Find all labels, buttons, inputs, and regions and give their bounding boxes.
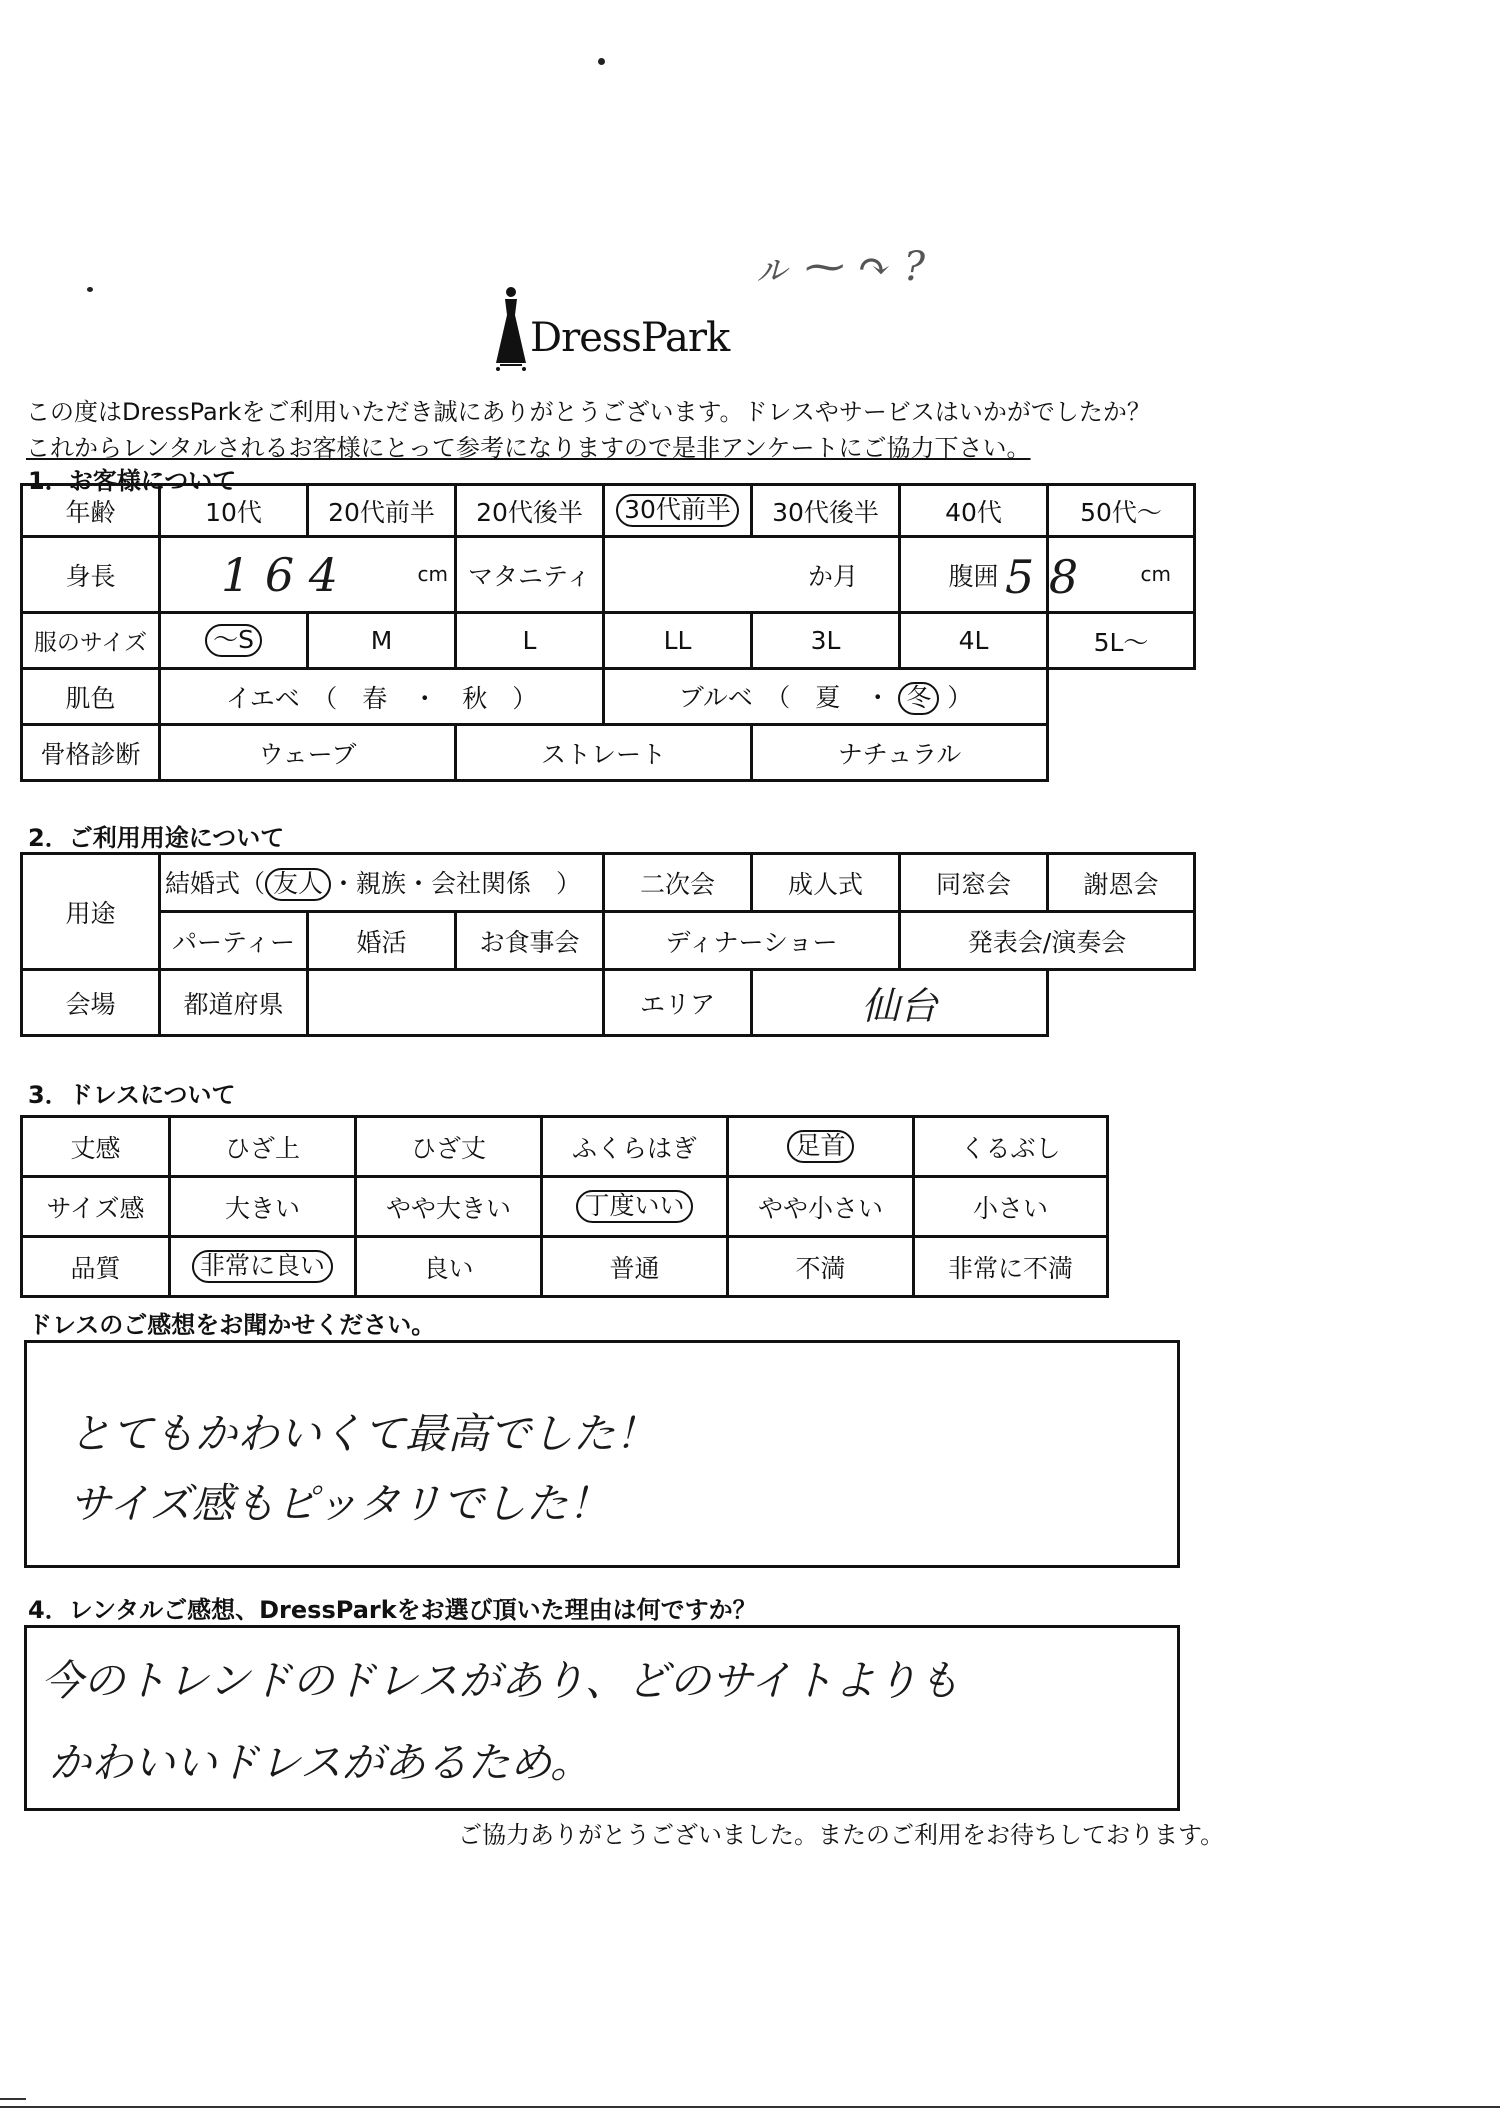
purpose-label: 用途 — [22, 854, 160, 970]
top-scribble: ㇽ ⁓ ↷ ? — [752, 244, 926, 290]
age-option[interactable]: 10代 — [160, 485, 308, 537]
size-option[interactable]: L — [456, 613, 604, 669]
purpose-option[interactable]: 発表会/演奏会 — [900, 912, 1195, 970]
dress-row-label: サイズ感 — [22, 1177, 170, 1237]
dress-row-label: 品質 — [22, 1237, 170, 1297]
selection-circle: ～S — [205, 624, 262, 657]
purpose-option[interactable]: 婚活 — [308, 912, 456, 970]
purpose-option[interactable]: 同窓会 — [900, 854, 1048, 912]
skin-blue-suffix: ） — [947, 683, 973, 713]
size-option[interactable]: LL — [604, 613, 752, 669]
dress-table — [20, 1115, 1109, 1298]
dress-comment-line-2: サイズ感もピッタリでした！ — [69, 1479, 610, 1528]
dress-option[interactable]: 小さい — [914, 1177, 1108, 1237]
reason-line-1: 今のトレンドのドレスがあり、どのサイトよりも — [41, 1656, 960, 1705]
skin-blue-option[interactable] — [604, 669, 1048, 725]
section-2-title: 2．ご利用用途について — [28, 824, 285, 852]
maternity-field[interactable] — [604, 537, 900, 613]
dress-row-label: 丈感 — [22, 1117, 170, 1177]
skin-blue-prefix: ブルベ （ 夏 ・ — [678, 683, 891, 713]
dress-option-selected[interactable] — [728, 1117, 914, 1177]
skin-label: 肌色 — [22, 669, 160, 725]
height-label: 身長 — [22, 537, 160, 613]
purpose-option[interactable]: パーティー — [160, 912, 308, 970]
height-value: 1 6 4 — [221, 547, 339, 602]
section-3-title: 3．ドレスについて — [28, 1081, 236, 1109]
purpose-option[interactable]: 成人式 — [752, 854, 900, 912]
frame-option[interactable]: ナチュラル — [752, 725, 1048, 781]
section-1-title: 1．お客様について — [28, 467, 237, 495]
area-label: エリア — [604, 970, 752, 1036]
purpose-option[interactable]: 二次会 — [604, 854, 752, 912]
frame-option[interactable]: ウェーブ — [160, 725, 456, 781]
stray-mark — [598, 58, 605, 65]
waist-unit: cm — [1140, 562, 1171, 586]
size-label: 服のサイズ — [22, 613, 160, 669]
brand-name: DressPark — [530, 315, 730, 361]
wedding-suffix: ・親族・会社関係 ） — [331, 869, 582, 899]
purpose-option[interactable]: 謝恩会 — [1048, 854, 1195, 912]
selection-circle: 足首 — [787, 1130, 853, 1163]
stray-mark — [87, 287, 93, 292]
dress-option[interactable]: くるぶし — [914, 1117, 1108, 1177]
selection-circle: 友人 — [265, 868, 331, 901]
dress-option[interactable]: やや小さい — [728, 1177, 914, 1237]
quality-row — [22, 1237, 1108, 1297]
empty-cell — [1048, 669, 1195, 725]
size-option-selected[interactable] — [160, 613, 308, 669]
selection-circle: 丁度いい — [576, 1190, 692, 1223]
size-option[interactable]: M — [308, 613, 456, 669]
purpose-option[interactable]: お食事会 — [456, 912, 604, 970]
size-option[interactable]: 4L — [900, 613, 1048, 669]
frame-label: 骨格診断 — [22, 725, 160, 781]
dress-option[interactable]: ひざ上 — [170, 1117, 356, 1177]
selection-circle: 非常に良い — [192, 1250, 333, 1283]
wedding-prefix: 結婚式（ — [165, 869, 266, 899]
left-edge-mark — [0, 2098, 26, 2100]
prefecture-field[interactable] — [308, 970, 604, 1036]
venue-label: 会場 — [22, 970, 160, 1036]
frame-option[interactable]: ストレート — [456, 725, 752, 781]
dress-comment-prompt: ドレスのご感想をお聞かせください。 — [28, 1311, 436, 1339]
footer-thanks: ご協力ありがとうございました。またのご利用をお待ちしております。 — [458, 1821, 1225, 1849]
bottom-edge-line — [0, 2106, 1500, 2108]
length-row — [22, 1117, 1108, 1177]
age-option[interactable]: 40代 — [900, 485, 1048, 537]
intro-line-2: これからレンタルされるお客様にとって参考になりますので是非アンケートにご協力下さい。 — [26, 434, 1031, 462]
height-field[interactable] — [160, 537, 456, 613]
dress-option[interactable]: 普通 — [542, 1237, 728, 1297]
dress-option-selected[interactable] — [542, 1177, 728, 1237]
age-option[interactable]: 20代後半 — [456, 485, 604, 537]
age-option[interactable]: 30代後半 — [752, 485, 900, 537]
dress-comment-box[interactable] — [24, 1340, 1180, 1568]
waist-field[interactable] — [1005, 537, 1195, 613]
dress-option[interactable]: やや大きい — [356, 1177, 542, 1237]
area-field[interactable] — [752, 970, 1048, 1036]
age-option-selected[interactable] — [604, 485, 752, 537]
purpose-table — [20, 852, 1196, 1037]
wedding-option[interactable] — [160, 854, 604, 912]
height-unit: cm — [417, 562, 448, 586]
age-label: 年齢 — [22, 485, 160, 537]
dress-option[interactable]: 大きい — [170, 1177, 356, 1237]
size-option[interactable]: 3L — [752, 613, 900, 669]
dress-comment-line-1: とてもかわいくて最高でした！ — [69, 1409, 658, 1458]
purpose-option[interactable]: ディナーショー — [604, 912, 900, 970]
maternity-label: マタニティ — [456, 537, 604, 613]
dress-option[interactable]: 良い — [356, 1237, 542, 1297]
intro-line-1: この度はDressParkをご利用いただき誠にありがとうございます。ドレスやサービスはいかがでしたか？ — [26, 398, 1151, 426]
waist-value: 5 8 — [1005, 550, 1079, 604]
size-option[interactable]: 5L～ — [1048, 613, 1195, 669]
age-option[interactable]: 50代～ — [1048, 485, 1195, 537]
prefecture-label: 都道府県 — [160, 970, 308, 1036]
skin-yellow-option[interactable]: イエベ （ 春 ・ 秋 ） — [160, 669, 604, 725]
dress-option[interactable]: 不満 — [728, 1237, 914, 1297]
age-option[interactable]: 20代前半 — [308, 485, 456, 537]
empty-cell — [1048, 725, 1195, 781]
selection-circle: 30代前半 — [616, 494, 739, 527]
waist-label: 腹囲 — [900, 537, 1048, 613]
dress-option[interactable]: ひざ丈 — [356, 1117, 542, 1177]
area-value: 仙台 — [861, 984, 938, 1028]
dress-silhouette-icon — [492, 285, 530, 373]
reason-answer-box[interactable] — [24, 1625, 1180, 1811]
dress-option[interactable]: ふくらはぎ — [542, 1117, 728, 1177]
reason-line-2: かわいいドレスがあるため。 — [49, 1738, 593, 1787]
section-4-title: 4．レンタルご感想、DressParkをお選び頂いた理由は何ですか？ — [28, 1596, 757, 1624]
empty-cell — [1048, 970, 1195, 1036]
brand-logo — [492, 285, 752, 375]
months-label: か月 — [807, 561, 858, 591]
fit-row — [22, 1177, 1108, 1237]
selection-circle: 冬 — [898, 682, 939, 715]
dress-option-selected[interactable] — [170, 1237, 356, 1297]
customer-table — [20, 483, 1196, 782]
dress-option[interactable]: 非常に不満 — [914, 1237, 1108, 1297]
